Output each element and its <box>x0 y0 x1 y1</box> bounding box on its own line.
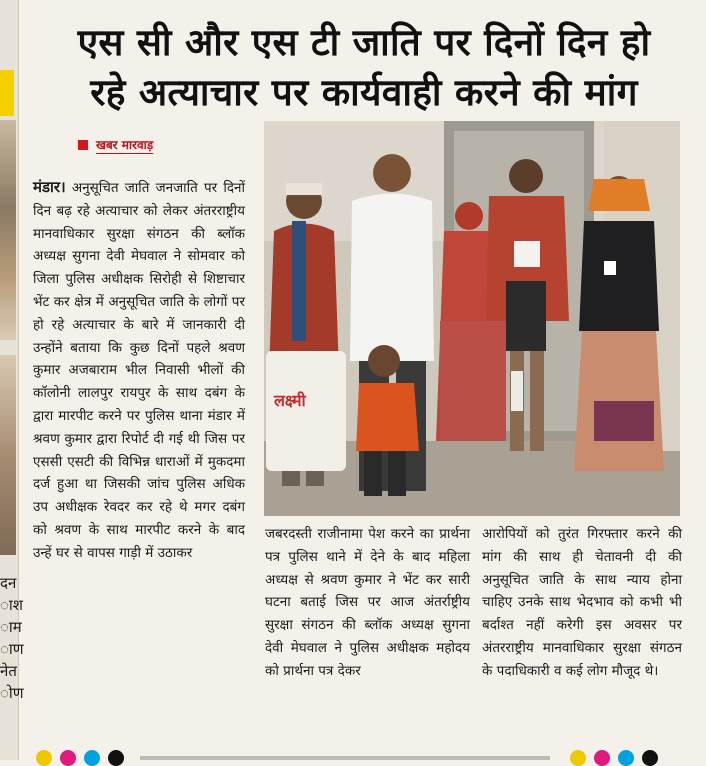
dateline: मंडार। <box>33 178 66 196</box>
article-column-left <box>33 176 245 565</box>
cyan-dot-icon <box>84 750 100 766</box>
black-dot-icon <box>108 750 124 766</box>
fragment: ाण <box>0 640 24 658</box>
cyan-dot-icon <box>618 750 634 766</box>
byline-square-icon <box>78 140 88 150</box>
adjacent-photo <box>0 120 16 340</box>
fragment: ाम <box>0 618 22 636</box>
adjacent-page-strip <box>0 0 24 760</box>
headline-line-1: एस सी और एस टी जाति पर दिनों दिन हो <box>77 21 651 64</box>
registration-bar <box>140 756 550 760</box>
magenta-dot-icon <box>594 750 610 766</box>
print-registration-marks <box>0 738 706 760</box>
headline <box>28 18 700 118</box>
fragment: ाश <box>0 596 23 614</box>
byline-text: खबर मारवाड़ <box>96 138 154 152</box>
adjacent-photo-2 <box>0 355 16 555</box>
fragment: दन <box>0 574 17 592</box>
article-column-middle: जबरदस्ती राजीनामा पेश करने का प्रार्थना पत्र पुलिस थाने में देने के बाद महिला अध्यक्ष से श्रवण कुमार ने भेंट कर सारी घटना बताई जिस पर आज अंतर्राष्ट्रीय सुरक्षा संगठन की ब्लॉक अध्यक्ष सुगना देवी मेघवाल ने पुलिस अधीक्षक महोदय को प्रार्थना पत्र देकर <box>265 526 470 679</box>
adjacent-yellow-box <box>0 70 14 116</box>
news-photo <box>264 121 680 516</box>
article-column-right: आरोपियों को तुरंत गिरफ्तार करने की मांग की साथ ही चेतावनी दी की अनुसूचित जाति के साथ न्याय होना चाहिए उनके साथ भेदभाव को कभी भी बर्दाश्त नहीं करेगी इस अवसर पर अंतरराष्ट्रीय मानवाधिकार सुरक्षा संगठन के पदाधिकारी व कई लोग मौजूद थे। <box>482 526 682 679</box>
article-text-left: अनुसूचित जाति जनजाति पर दिनों दिन बढ़ रहे अत्याचार को लेकर अंतरराष्ट्रीय मानवाधिकार सुरक्षा संगठन की ब्लॉक अध्यक्ष सुगना देवी मेघवाल ने सोमवार को जिला पुलिस अधीक्षक सिरोही से शिष्टाचार भेंट कर क्षेत्र में अनुसूचित जाति के लोगों पर हो रहे अत्याचार के बारे में जानकारी दी उन्होंने बताया कि कुछ दिनों पहले श्रवण कुमार अजबाराम भील निवासी भीलों की कॉलोनी लालपुर रायपुर के साथ दबंग के द्वारा मारपीट करने पर पुलिस थाना मंडार में श्रवण कुमार द्वारा रिपोर्ट दी गई थी जिस पर एससी एसटी की विभिन्न धाराओं में मुकदमा दर्ज हुआ था जिसकी जांच पुलिस अधिक उप अधीक्षक रेवदर कर रहे थे मगर दबंग को श्रवण के साथ मारपीट करने के बाद उन्हें घर से वापस गाड़ी में उठाकर <box>33 180 245 561</box>
bag-label: लक्ष्मी <box>274 391 306 410</box>
photo-illustration <box>264 121 680 516</box>
black-dot-icon <box>642 750 658 766</box>
headline-line-2: रहे अत्याचार पर कार्यवाही करने की मांग <box>90 71 638 114</box>
yellow-dot-icon <box>570 750 586 766</box>
fragment: नेत <box>0 662 17 680</box>
byline <box>78 136 153 154</box>
adjacent-text-fragments <box>0 572 24 704</box>
fragment: ोण <box>0 684 24 702</box>
yellow-dot-icon <box>36 750 52 766</box>
magenta-dot-icon <box>60 750 76 766</box>
